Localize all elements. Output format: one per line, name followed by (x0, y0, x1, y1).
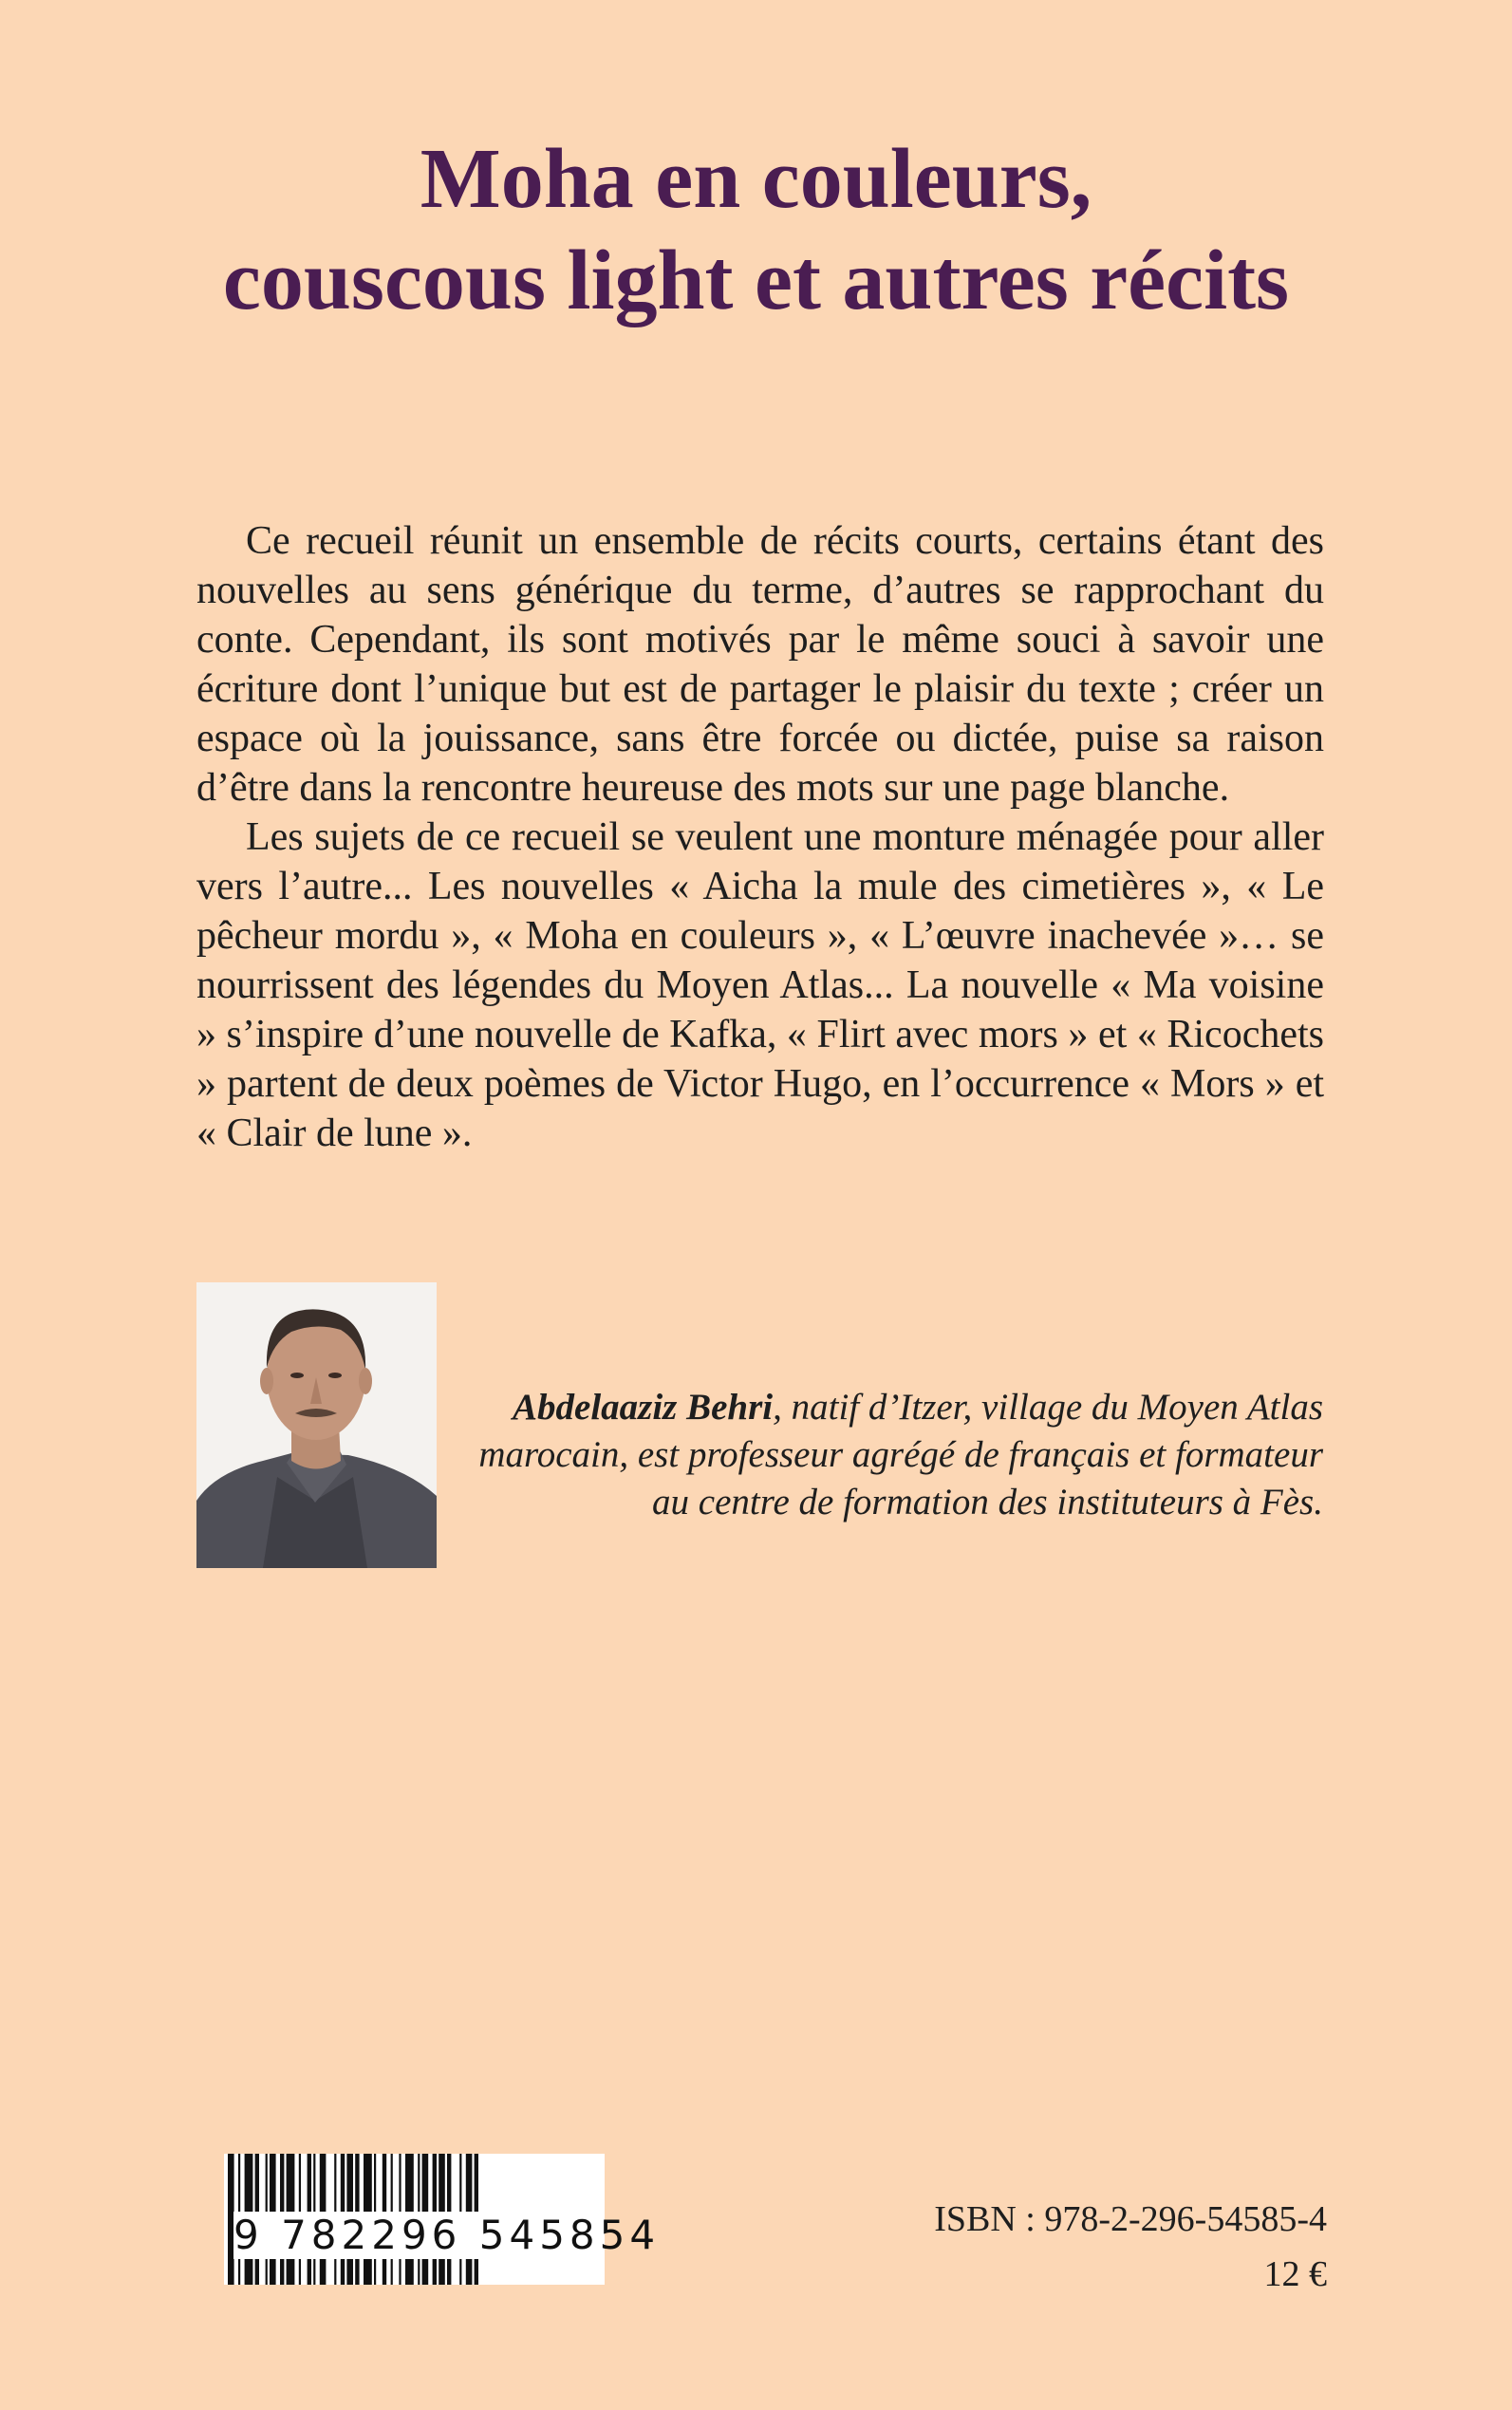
book-title-line-1: Moha en couleurs, (420, 132, 1092, 226)
author-portrait-image (196, 1282, 437, 1568)
blurb-paragraph-1: Ce recueil réunit un ensemble de récits courts, certains étant des nouvelles au sens générique du terme, d’autres se rapprochant du conte. Cependant, ils sont motivés par le même souci à savoir une écriture dont l’unique but est de partager le plaisir du texte ; créer un espace où la jouissance, sans être forcée ou dictée, puise sa raison d’être dans la rencontre heureuse des mots sur une page blanche. (196, 519, 1324, 810)
barcode-number: 9 782296 545854 (233, 2212, 661, 2258)
book-title-line-2: couscous light et autres récits (222, 234, 1290, 327)
book-title (0, 128, 1512, 331)
blurb-paragraph-2: Les sujets de ce recueil se veulent une monture ménagée pour aller vers l’autre... Les nouvelles « Aicha la mule des cimetières », « Le pêcheur mordu », « Moha en couleurs », « L’œuvre inachevée »… se nourrissent des légendes du Moyen Atlas... La nouvelle « Ma voisine » s’inspire d’une nouvelle de Kafka, « Flirt avec mors » et « Ricochets » partent de deux poèmes de Victor Hugo, en l’occurrence « Mors » et « Clair de lune ». (196, 815, 1324, 1155)
author-name: Abdelaaziz Behri (513, 1387, 774, 1428)
author-photo (196, 1282, 437, 1568)
back-cover-blurb (196, 516, 1324, 1158)
price: 12 € (1263, 2254, 1327, 2294)
author-bio-text (472, 1384, 1323, 1526)
author-bio-body: , natif d’Itzer, village du Moyen Atlas marocain, est professeur agrégé de français et formateur au centre de formation des instituteurs à Fès. (478, 1387, 1323, 1523)
isbn: ISBN : 978-2-296-54585-4 (934, 2199, 1327, 2239)
author-bio (472, 1384, 1323, 1526)
